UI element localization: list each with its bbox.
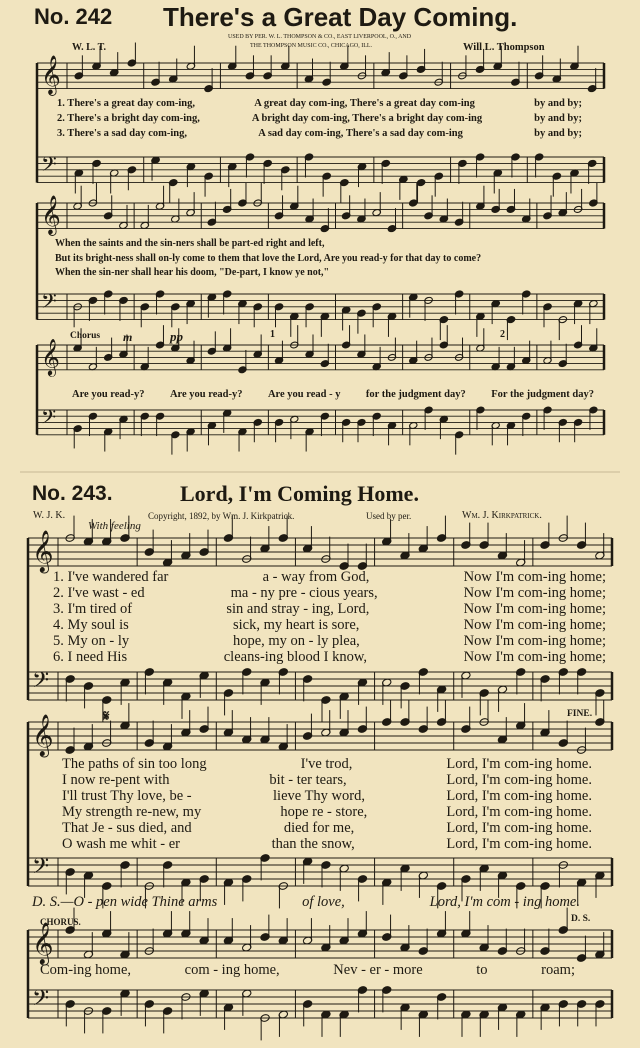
hymn-242-verse-1-line-1: 1. There's a great day com-ing, A great day com-ing, There's a great day com-ing by and by; <box>57 98 582 109</box>
h242-sys2-treble-clef: 𝄞 <box>41 197 61 235</box>
hymn-243-number: No. 243. <box>32 482 113 505</box>
hymn-242-dynamic-m: m <box>123 330 133 344</box>
hymn-243-verse-2-line-2: I now re-pent with bit - ter tears, Lord, I'm com-ing home. <box>62 772 592 788</box>
hymn-242-verse-3-line-1: 3. There's a sad day com-ing, A sad day com-ing, There's a sad day com-ing by and by; <box>57 128 582 139</box>
hymn-243-verse-5-line-2: That Je - sus died, and died for me, Lord, I'm com-ing home. <box>62 820 592 836</box>
hymn-242-author: W. L. T. <box>72 42 106 53</box>
hymn-242-ending-1: 1 <box>270 329 275 340</box>
hymn-242-dynamic-pp: pp <box>170 329 183 344</box>
hymn-243-verse-3-line-2: I'll trust Thy love, be - lieve Thy word, Lord, I'm com-ing home. <box>62 788 592 804</box>
hymn-243-verse-4-line-2: My strength re-new, my hope re - store, Lord, I'm com-ing home. <box>62 804 592 820</box>
hymn-242-chorus-label: Chorus <box>70 331 101 341</box>
hymn-242-verse-3-line-2: When the sin-ner shall hear his doom, "De-part, I know ye not," <box>55 267 330 278</box>
hymn-243-segno: 𝄋 <box>103 709 110 725</box>
hymn-243-verse-5-line-1: 5. My on - ly hope, my on - ly plea, Now I'm com-ing home; <box>53 633 606 649</box>
hymn-242-credit-2: THE THOMPSON MUSIC CO., CHICAGO, ILL. <box>250 43 373 49</box>
hymn-242-chorus-words: Are you read-y? Are you read-y? Are you read - y for the judgment day? For the judgment day? <box>72 389 594 400</box>
h242-sys1-treble-clef: 𝄞 <box>41 57 61 95</box>
h243-sys2-bass-clef: 𝄢 <box>32 853 50 884</box>
h243-sys3-treble-clef: 𝄞 <box>32 923 54 964</box>
h242-sys3-bass-clef: 𝄢 <box>41 407 57 434</box>
h242-sys3-treble-clef: 𝄞 <box>41 338 61 375</box>
h243-sys1-bass-clef: 𝄢 <box>32 667 50 698</box>
h243-sys1-treble-clef: 𝄞 <box>32 531 54 572</box>
hymn-243-verse-3-line-1: 3. I'm tired of sin and stray - ing, Lord, Now I'm com-ing home; <box>53 601 606 617</box>
hymn-243-fine: FINE. <box>567 709 593 719</box>
hymn-243-verse-4-line-1: 4. My soul is sick, my heart is sore, Now I'm com-ing home; <box>53 617 606 633</box>
hymn-243-verse-6-line-2: O wash me whit - er than the snow, Lord, I'm com-ing home. <box>62 836 592 852</box>
h242-sys1-bass-clef: 𝄢 <box>41 153 57 181</box>
hymn-243-chorus-label: CHORUS. <box>40 917 81 927</box>
hymn-243-ds-line: D. S.—O - pen wide Thine arms of love, Lord, I'm com - ing home. <box>32 894 580 910</box>
hymn-242-verse-1-line-2: When the saints and the sin-ners shall be part-ed right and left, <box>55 238 325 249</box>
hymn-242-title: There's a Great Day Coming. <box>163 2 518 32</box>
hymn-243-used-by: Used by per. <box>366 511 412 521</box>
h242-sys2-bass-clef: 𝄢 <box>41 290 57 318</box>
hymn-243-chorus-words: Com-ing home, com - ing home, Nev - er - more to roam; <box>40 962 575 978</box>
hymn-242-composer: Will L. Thompson <box>463 42 545 53</box>
hymn-243-verse-1-line-1: 1. I've wandered far a - way from God, Now I'm com-ing home; <box>53 569 606 585</box>
hymn-243-ds-mark: D. S. <box>571 914 591 924</box>
hymn-243-author: W. J. K. <box>33 510 66 521</box>
hymn-243-composer: Wm. J. Kirkpatrick. <box>462 510 542 521</box>
h243-sys3-bass-clef: 𝄢 <box>32 985 50 1016</box>
hymn-243-verse-2-line-1: 2. I've wast - ed ma - ny pre - cious years, Now I'm com-ing home; <box>53 585 606 601</box>
hymn-242-ending-2: 2 <box>500 329 505 340</box>
hymn-243-title: Lord, I'm Coming Home. <box>180 481 419 506</box>
h243-sys2-treble-clef: 𝄞 <box>32 715 54 756</box>
hymn-243-copyright: Copyright, 1892, by Wm. J. Kirkpatrick. <box>148 511 295 521</box>
hymn-243-verse-6-line-1: 6. I need His cleans-ing blood I know, Now I'm com-ing home; <box>53 649 606 665</box>
hymn-243-verse-1-line-2: The paths of sin too long I've trod, Lord, I'm com-ing home. <box>62 756 592 772</box>
hymn-242-verse-2-line-2: But its bright-ness shall on-ly come to them that love the Lord, Are you read-y for that day to come? <box>55 253 482 264</box>
hymn-242-verse-2-line-1: 2. There's a bright day com-ing, A bright day com-ing, There's a bright day com-ing by and by; <box>57 113 582 124</box>
hymn-242-credit-1: USED BY PER. W. L. THOMPSON & CO., EAST LIVERPOOL, O., AND <box>228 34 412 40</box>
hymn-242-number: No. 242 <box>34 4 113 29</box>
hymn-243-tempo: With feeling <box>88 520 141 532</box>
